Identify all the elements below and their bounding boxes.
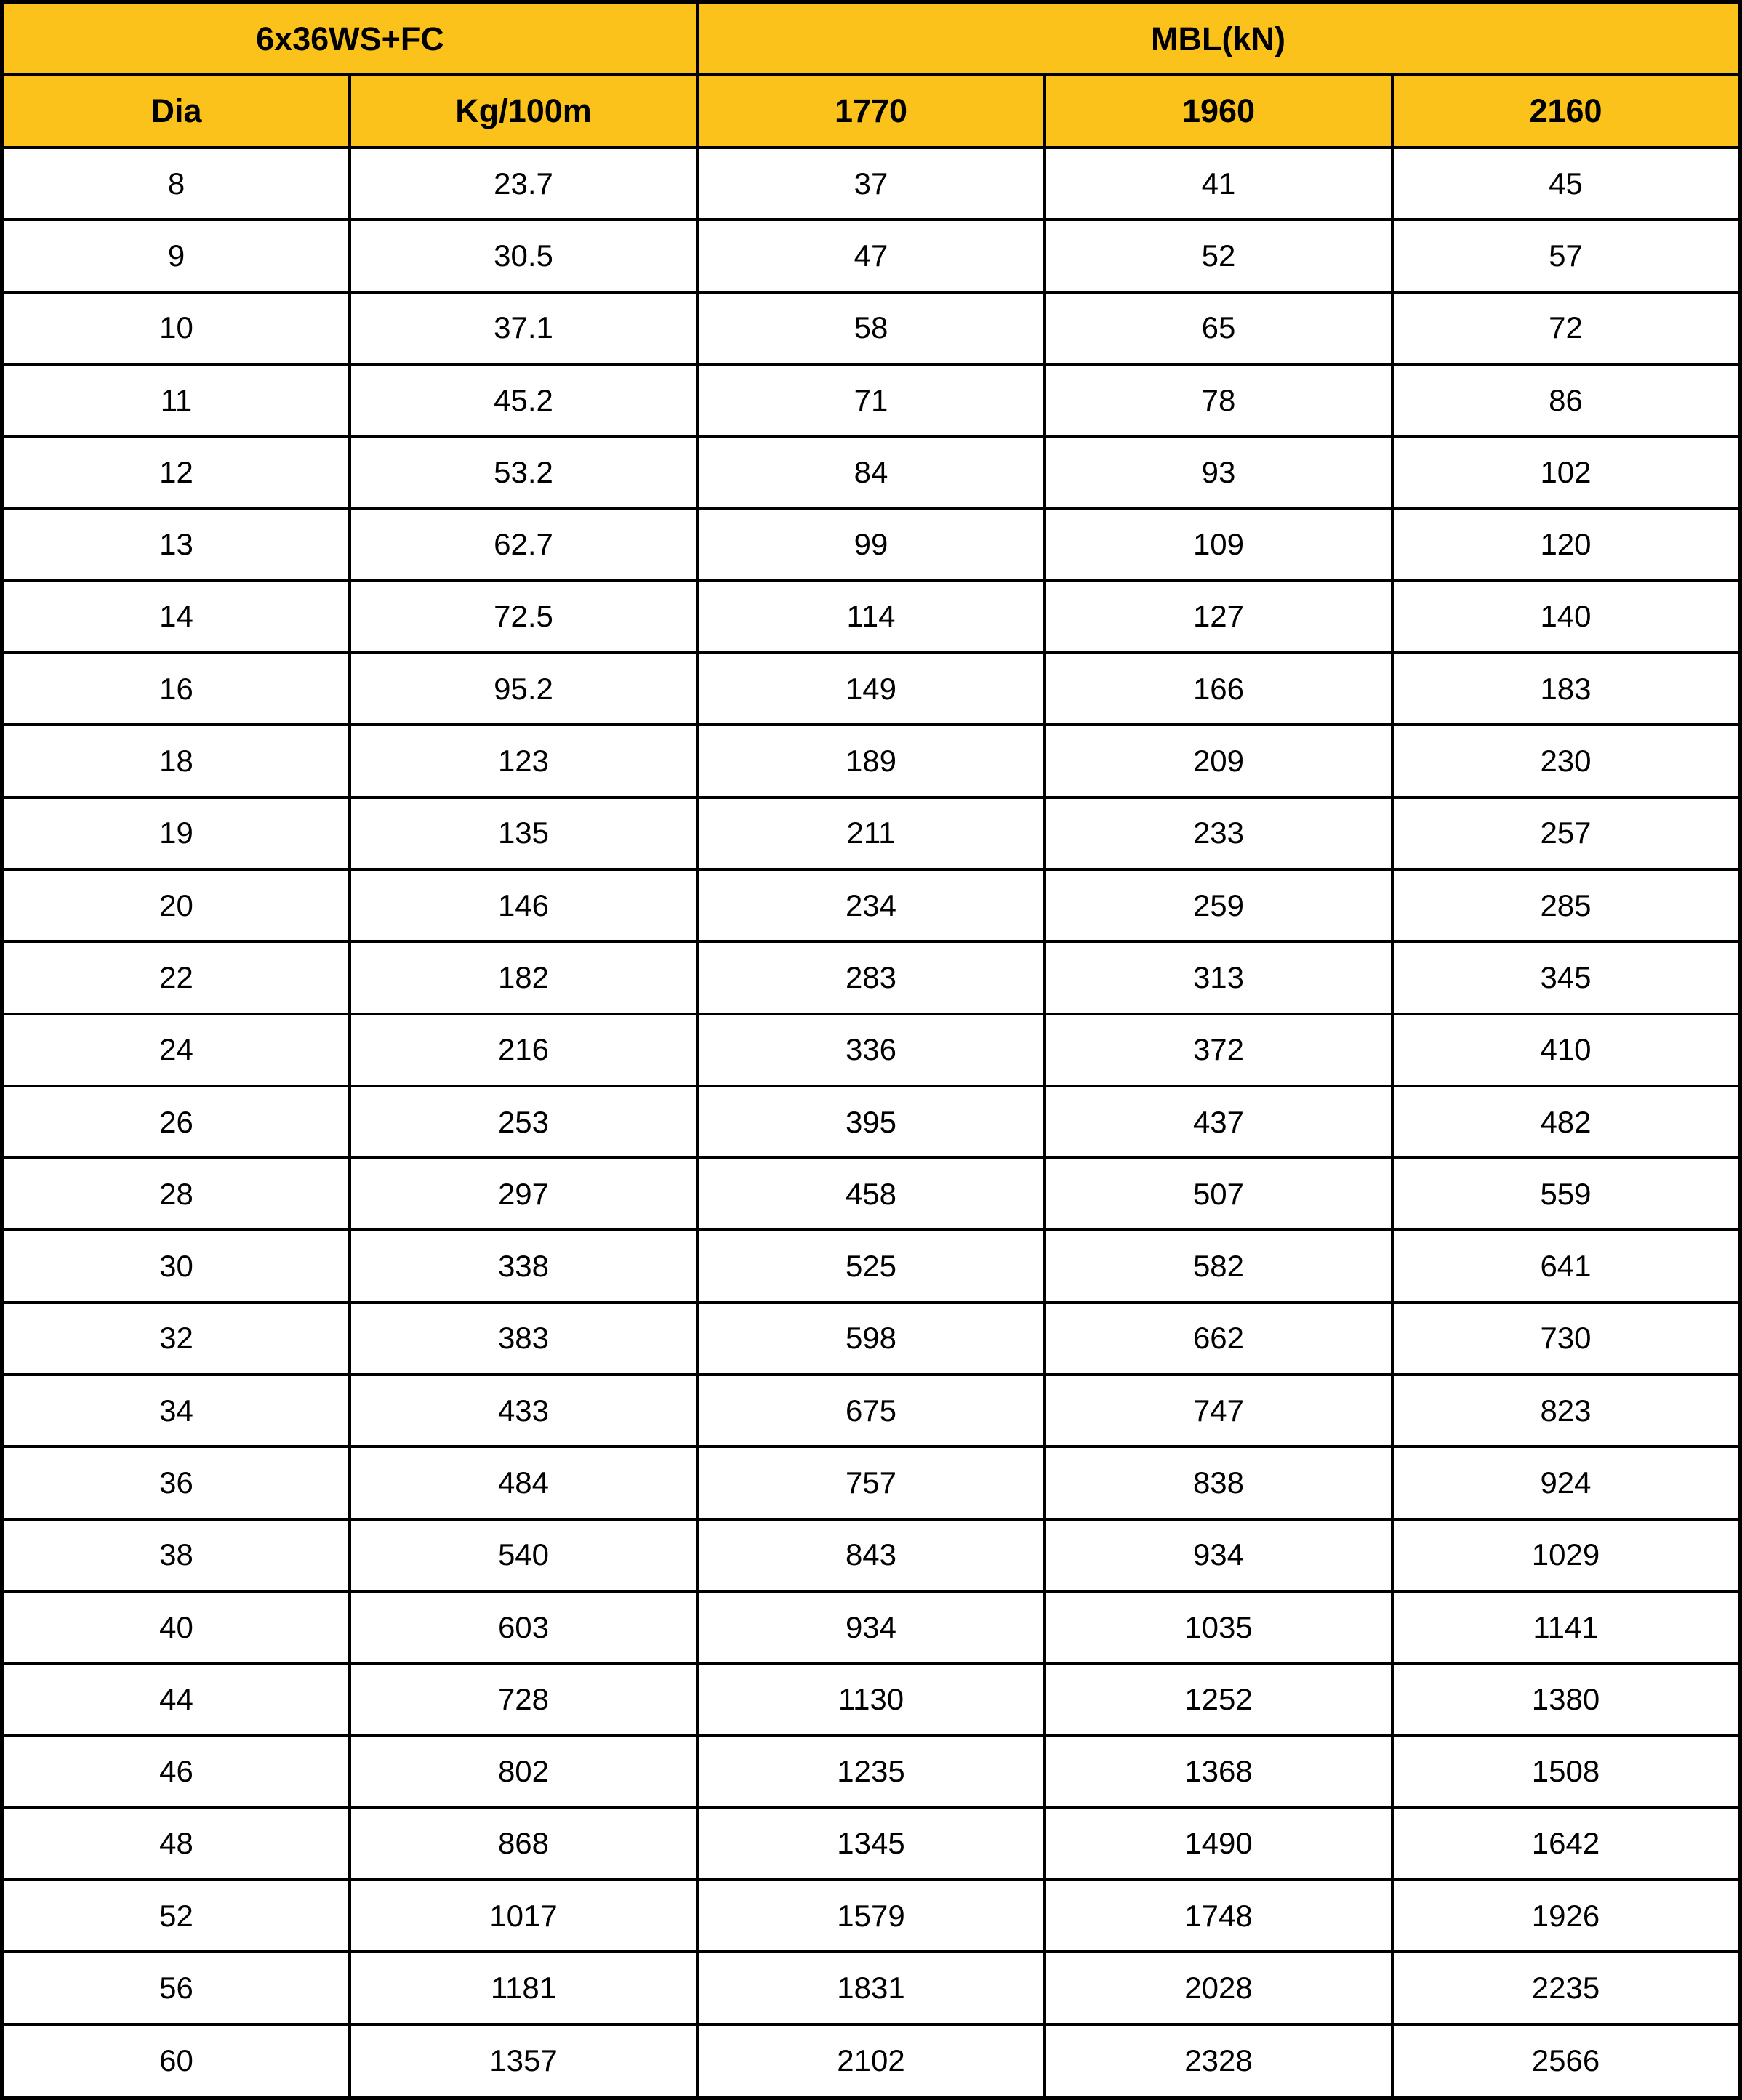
table-cell: 37: [697, 148, 1045, 220]
table-cell: 11: [2, 364, 350, 436]
table-cell: 109: [1045, 508, 1392, 580]
table-cell: 1141: [1392, 1591, 1740, 1663]
table-row: [2, 148, 1740, 220]
table-cell: 484: [350, 1447, 697, 1518]
table-cell: 127: [1045, 581, 1392, 653]
table-cell: 1490: [1045, 1808, 1392, 1880]
table-cell: 71: [697, 364, 1045, 436]
table-cell: 26: [2, 1086, 350, 1158]
table-cell: 23.7: [350, 148, 697, 220]
table-row: [2, 581, 1740, 653]
table-cell: 52: [1045, 220, 1392, 291]
table-cell: 233: [1045, 797, 1392, 869]
table-row: [2, 653, 1740, 725]
table-cell: 507: [1045, 1158, 1392, 1230]
column-header-2160: 2160: [1392, 75, 1740, 148]
table-cell: 582: [1045, 1230, 1392, 1302]
table-cell: 189: [697, 725, 1045, 797]
table-row: [2, 1591, 1740, 1663]
table-cell: 662: [1045, 1303, 1392, 1375]
table-cell: 12: [2, 436, 350, 508]
table-row: [2, 869, 1740, 941]
table-cell: 934: [1045, 1519, 1392, 1591]
table-row: [2, 1230, 1740, 1302]
table-row: [2, 1447, 1740, 1518]
table-cell: 234: [697, 869, 1045, 941]
table-cell: 45: [1392, 148, 1740, 220]
table-cell: 1748: [1045, 1880, 1392, 1952]
table-cell: 47: [697, 220, 1045, 291]
table-cell: 747: [1045, 1375, 1392, 1447]
table-cell: 1831: [697, 1952, 1045, 2024]
table-cell: 297: [350, 1158, 697, 1230]
table-cell: 52: [2, 1880, 350, 1952]
table-cell: 482: [1392, 1086, 1740, 1158]
table-cell: 336: [697, 1014, 1045, 1086]
table-cell: 24: [2, 1014, 350, 1086]
table-cell: 183: [1392, 653, 1740, 725]
table-cell: 140: [1392, 581, 1740, 653]
table-cell: 924: [1392, 1447, 1740, 1518]
table-cell: 1130: [697, 1663, 1045, 1735]
table-row: [2, 797, 1740, 869]
table-cell: 45.2: [350, 364, 697, 436]
table-cell: 58: [697, 292, 1045, 364]
table-cell: 93: [1045, 436, 1392, 508]
column-header-row: [2, 75, 1740, 148]
table-cell: 1926: [1392, 1880, 1740, 1952]
table-cell: 48: [2, 1808, 350, 1880]
table-cell: 65: [1045, 292, 1392, 364]
table-cell: 1235: [697, 1736, 1045, 1808]
table-cell: 102: [1392, 436, 1740, 508]
table-cell: 30: [2, 1230, 350, 1302]
table-cell: 1380: [1392, 1663, 1740, 1735]
table-cell: 86: [1392, 364, 1740, 436]
table-row: [2, 941, 1740, 1013]
table-cell: 56: [2, 1952, 350, 2024]
table-cell: 166: [1045, 653, 1392, 725]
table-cell: 8: [2, 148, 350, 220]
table-cell: 675: [697, 1375, 1045, 1447]
table-cell: 46: [2, 1736, 350, 1808]
column-header-1960: 1960: [1045, 75, 1392, 148]
table-cell: 559: [1392, 1158, 1740, 1230]
table-cell: 372: [1045, 1014, 1392, 1086]
table-cell: 53.2: [350, 436, 697, 508]
table-cell: 285: [1392, 869, 1740, 941]
table-cell: 28: [2, 1158, 350, 1230]
table-row: [2, 220, 1740, 291]
table-cell: 19: [2, 797, 350, 869]
table-row: [2, 292, 1740, 364]
table-row: [2, 1303, 1740, 1375]
table-row: [2, 436, 1740, 508]
table-cell: 20: [2, 869, 350, 941]
table-cell: 182: [350, 941, 697, 1013]
table-cell: 313: [1045, 941, 1392, 1013]
table-cell: 1029: [1392, 1519, 1740, 1591]
table-cell: 37.1: [350, 292, 697, 364]
table-cell: 1181: [350, 1952, 697, 2024]
table-row: [2, 1880, 1740, 1952]
column-header-1770: 1770: [697, 75, 1045, 148]
table-cell: 757: [697, 1447, 1045, 1518]
table-cell: 383: [350, 1303, 697, 1375]
table-cell: 934: [697, 1591, 1045, 1663]
table-cell: 22: [2, 941, 350, 1013]
table-cell: 32: [2, 1303, 350, 1375]
table-cell: 540: [350, 1519, 697, 1591]
table-row: [2, 1519, 1740, 1591]
table-cell: 728: [350, 1663, 697, 1735]
table-cell: 95.2: [350, 653, 697, 725]
table-row: [2, 1952, 1740, 2024]
table-cell: 9: [2, 220, 350, 291]
table-cell: 78: [1045, 364, 1392, 436]
table-cell: 120: [1392, 508, 1740, 580]
table-row: [2, 1375, 1740, 1447]
table-cell: 13: [2, 508, 350, 580]
table-cell: 84: [697, 436, 1045, 508]
table-body: [2, 148, 1740, 2098]
table-cell: 1035: [1045, 1591, 1392, 1663]
table-cell: 598: [697, 1303, 1045, 1375]
table-cell: 62.7: [350, 508, 697, 580]
table-cell: 34: [2, 1375, 350, 1447]
construction-group-header: 6x36WS+FC: [2, 2, 697, 75]
table-cell: 149: [697, 653, 1045, 725]
column-header-dia: Dia: [2, 75, 350, 148]
table-cell: 36: [2, 1447, 350, 1518]
table-cell: 603: [350, 1591, 697, 1663]
table-cell: 257: [1392, 797, 1740, 869]
table-cell: 60: [2, 2024, 350, 2098]
table-cell: 253: [350, 1086, 697, 1158]
table-cell: 1368: [1045, 1736, 1392, 1808]
group-header-row: [2, 2, 1740, 75]
table-cell: 1642: [1392, 1808, 1740, 1880]
table-row: [2, 508, 1740, 580]
table-cell: 868: [350, 1808, 697, 1880]
table-cell: 1017: [350, 1880, 697, 1952]
table-cell: 525: [697, 1230, 1045, 1302]
table-cell: 10: [2, 292, 350, 364]
table-cell: 216: [350, 1014, 697, 1086]
table-row: [2, 1014, 1740, 1086]
table-cell: 211: [697, 797, 1045, 869]
table-row: [2, 364, 1740, 436]
table-cell: 18: [2, 725, 350, 797]
mbl-group-header: MBL(kN): [697, 2, 1740, 75]
table-cell: 730: [1392, 1303, 1740, 1375]
table-header: [2, 2, 1740, 148]
table-cell: 2235: [1392, 1952, 1740, 2024]
table-cell: 40: [2, 1591, 350, 1663]
table-cell: 410: [1392, 1014, 1740, 1086]
table-row: [2, 1086, 1740, 1158]
table-cell: 72.5: [350, 581, 697, 653]
table-cell: 345: [1392, 941, 1740, 1013]
table-cell: 57: [1392, 220, 1740, 291]
table-cell: 395: [697, 1086, 1045, 1158]
table-cell: 16: [2, 653, 350, 725]
table-cell: 44: [2, 1663, 350, 1735]
table-cell: 838: [1045, 1447, 1392, 1518]
table-cell: 230: [1392, 725, 1740, 797]
table-cell: 283: [697, 941, 1045, 1013]
table-cell: 259: [1045, 869, 1392, 941]
table-cell: 1345: [697, 1808, 1045, 1880]
table-cell: 2028: [1045, 1952, 1392, 2024]
table-cell: 2328: [1045, 2024, 1392, 2098]
table-cell: 823: [1392, 1375, 1740, 1447]
table-cell: 41: [1045, 148, 1392, 220]
table-cell: 2566: [1392, 2024, 1740, 2098]
table-cell: 2102: [697, 2024, 1045, 2098]
table-cell: 209: [1045, 725, 1392, 797]
table-cell: 99: [697, 508, 1045, 580]
table-cell: 1357: [350, 2024, 697, 2098]
table-cell: 146: [350, 869, 697, 941]
table-cell: 135: [350, 797, 697, 869]
table-cell: 843: [697, 1519, 1045, 1591]
table-row: [2, 1158, 1740, 1230]
table-cell: 1508: [1392, 1736, 1740, 1808]
table-cell: 30.5: [350, 220, 697, 291]
table-row: [2, 2024, 1740, 2098]
table-cell: 1579: [697, 1880, 1045, 1952]
table-cell: 437: [1045, 1086, 1392, 1158]
table-cell: 14: [2, 581, 350, 653]
table-cell: 641: [1392, 1230, 1740, 1302]
table-cell: 433: [350, 1375, 697, 1447]
table-cell: 123: [350, 725, 697, 797]
table-row: [2, 1663, 1740, 1735]
column-header-kg100m: Kg/100m: [350, 75, 697, 148]
table-row: [2, 725, 1740, 797]
table-cell: 72: [1392, 292, 1740, 364]
table-cell: 114: [697, 581, 1045, 653]
table-cell: 458: [697, 1158, 1045, 1230]
table-cell: 802: [350, 1736, 697, 1808]
table-row: [2, 1736, 1740, 1808]
table-cell: 38: [2, 1519, 350, 1591]
table-row: [2, 1808, 1740, 1880]
table-cell: 1252: [1045, 1663, 1392, 1735]
table-cell: 338: [350, 1230, 697, 1302]
